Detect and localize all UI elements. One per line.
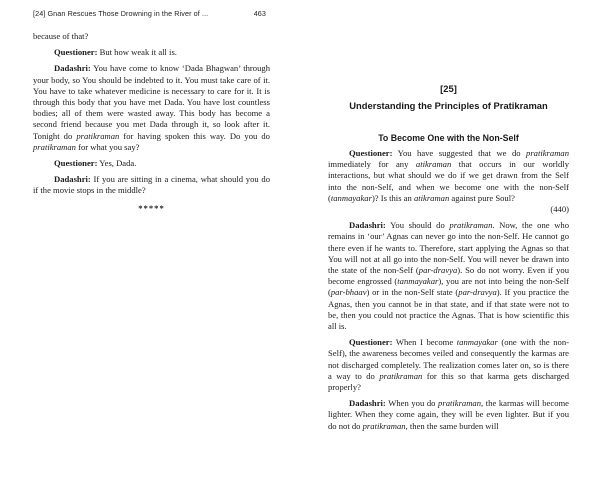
header-title: [24] Gnan Rescues Those Drowning in the River of ... <box>33 9 209 18</box>
continued-text: because of that? <box>33 31 89 41</box>
speaker-label: Questioner: <box>54 158 98 169</box>
term: par-dravya <box>418 265 458 276</box>
paragraph-text: . Now, the one who remains in ‘our’ Agnas can never go into the non-Self. He cannot go there even if he wants to. Therefore, start applying the Agnas so that You will not at all go into the non-Self. You will never be drawn into the state of the non-Self ( <box>328 220 570 276</box>
term: pratikraman <box>526 148 569 158</box>
paragraph-text: for this so that karma gets discharged properly? <box>328 370 569 393</box>
paragraph-text: But how weak it all is. <box>97 47 177 58</box>
reference-number: (440) <box>550 204 569 215</box>
paragraph-text: )? Is this an <box>371 192 414 203</box>
paragraph-text: Yes, Dada. <box>97 158 137 169</box>
paragraph-text: immediately for any <box>328 159 416 170</box>
speaker-label: Dadashri: <box>349 398 386 409</box>
speaker-label: Dadashri: <box>349 220 386 231</box>
paragraph-text: When you do <box>385 398 439 409</box>
term: atikraman <box>413 192 450 203</box>
paragraph-text: (one with the non-Self), the awareness becomes veiled and consequently the karmas are not discharged completely. The realization comes later on, so is there a way to do <box>328 337 569 381</box>
paragraph-text: ), you are not into being the non-Self ( <box>328 276 569 298</box>
paragraph-text: for having spoken this way. Do you do <box>119 130 270 141</box>
running-header <box>33 9 270 31</box>
paragraph-text: ). If you practice the Agnas, then you cannot be in that state, and if that state were not to be, then you could not practice the Agnas. That is how scientific this all is. <box>328 287 569 332</box>
term: atikraman <box>415 159 452 170</box>
paragraph-text: When I become <box>392 337 457 348</box>
paragraph-dadashri <box>33 63 270 153</box>
paragraph-questioner <box>33 47 270 58</box>
term: tanmayakar <box>330 192 372 203</box>
chapter-number: [25] <box>440 83 457 94</box>
paragraph-questioner <box>328 337 569 393</box>
speaker-label: Questioner: <box>349 148 393 158</box>
paragraph-text: , the karmas will become lighter. When they come again, they will be even lighter. But if you do not do <box>328 398 569 431</box>
speaker-label: Questioner: <box>54 47 98 58</box>
paragraph-text: , then the same burden will <box>405 420 499 431</box>
paragraph-questioner <box>328 148 569 204</box>
term: pratikraman <box>449 220 493 231</box>
section-title: To Become One with the Non-Self <box>378 133 519 143</box>
paragraph-text: ) or in the non-Self state ( <box>366 287 459 298</box>
term: tanmayakar <box>397 276 439 287</box>
paragraph-text: for what you say? <box>75 141 140 152</box>
paragraph-dadashri <box>328 398 569 432</box>
paragraph-dadashri <box>328 220 569 332</box>
left-page <box>0 0 299 484</box>
term: pratikraman <box>76 130 120 141</box>
section-end-stars: ***** <box>138 202 165 213</box>
term: pratikraman <box>362 420 406 431</box>
paragraph-dadashri <box>33 174 270 196</box>
term: pratikraman <box>438 398 482 409</box>
paragraph-text: against pure Soul? <box>449 192 515 203</box>
speaker-label: Dadashri: <box>54 63 91 74</box>
paragraph-text: If you are sitting in a cinema, what should you do if the movie stops in the middle? <box>33 174 270 196</box>
paragraph-text: ). So do not worry. Even if you become engrossed ( <box>328 265 569 287</box>
speaker-label: Questioner: <box>349 337 393 348</box>
term: pratikraman <box>379 370 423 381</box>
right-page <box>299 0 599 484</box>
page-number: 463 <box>253 9 266 18</box>
paragraph-text: You have suggested that we do <box>392 148 527 158</box>
paragraph-text: that occurs in our worldly interactions, but what should we do if we get drawn from the Self into the non-Self, and when we become one with the non-Self ( <box>328 159 569 203</box>
term: par-bhaav <box>330 287 367 298</box>
speaker-label: Dadashri: <box>54 174 91 185</box>
paragraph-text: You should do <box>385 220 450 231</box>
paragraph-text: You have come to know ‘Dada Bhagwan’ through your body, so You should be indebted to it. You must take care of it. You have to take whatever medicine is necessary to care for it. It is through this body that you have met Dada. You have lost countless bodies; all of them were wasted away. This body has become a second friend because you met Dada through it, so look after it. Tonight do <box>33 63 270 141</box>
paragraph-questioner <box>33 158 270 169</box>
term: par-dravya <box>458 287 497 298</box>
term: pratikraman <box>33 141 76 152</box>
term: tanmayakar <box>456 337 498 348</box>
chapter-title: Understanding the Principles of Pratikraman <box>349 100 548 111</box>
